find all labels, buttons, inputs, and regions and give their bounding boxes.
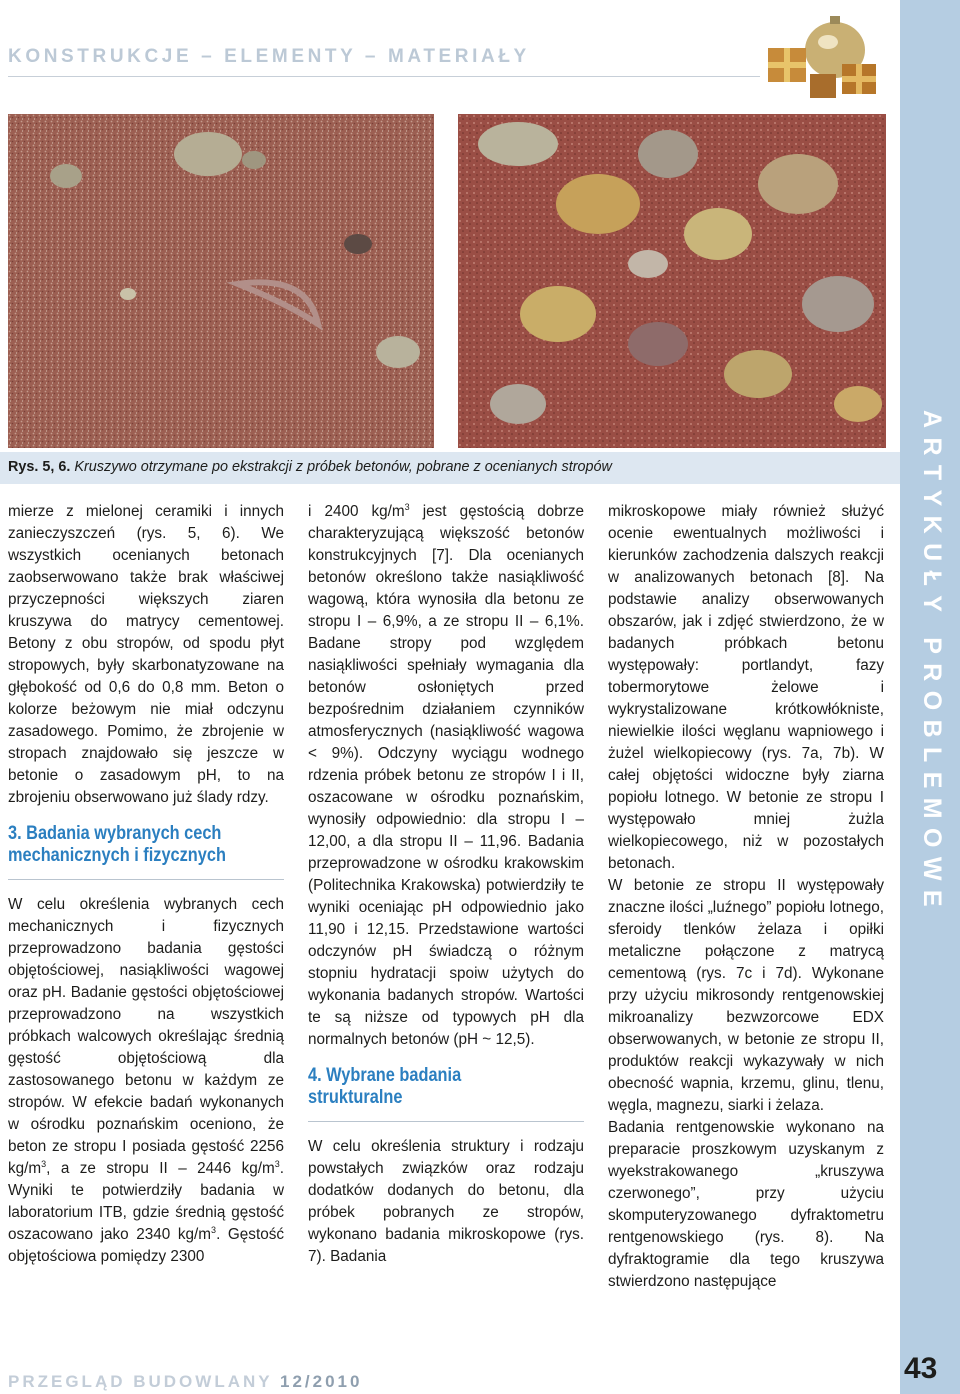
paragraph: W betonie ze stropu II występowały znaczne ilości „luźnego” popiołu lotnego, sferoidy tlenków żelaza i opiłki metaliczne połączone z matrycą cementową (rys. 7c i 7d). Wykonane przy użyciu mikrosondy rentgenowskiej mikroanalizy bezwzorcowe EDX obserwowanych, w betonie ze stropu II, produktów reakcji wykazywały w nich obecność wapnia, krzemu, glinu, tlenu, węgla, magnezu, siarki i żelaza.: [608, 877, 884, 1114]
paragraph: Badania rentgenowskie wykonano na preparacie proszkowym uzyskanym z wyekstrakowanego „kruszywa czerwonego”, przy użyciu skomputeryzowanego dyfraktometru rentgenowskiego (rys. 8). Na dyfraktogramie dla tego kruszywa stwierdzono następujące: [608, 1119, 884, 1290]
photo-aggregate-fig5: [8, 114, 434, 448]
heading-rule: [8, 879, 284, 880]
section-heading-4: 4. Wybrane badania strukturalne: [308, 1065, 462, 1108]
issue-number: 12/2010: [280, 1372, 363, 1391]
paragraph: mikroskopowe miały również służyć ocenie ewentualnych możliwości i kierunków zachodzenia dalszych reakcji w analizowanych betonach [8]. Na podstawie analizy obserwowanych obszarów, jak i zdjęć stwierdzono, że w badanych próbkach betonu występowały: portlandyt, fazy tobermorytowe żelowe i wykrystalizowane krótkowłókniste, niewielkie ilości węglanu wapniowego i żużel wielkopiecowy (rys. 7a, 7b). W całej objętości widoczne były ziarna popiołu lotnego. W betonie ze stropu I występowało mniej żużla wielkopiecowego, niż w pozostałych betonach.: [608, 503, 884, 872]
section-heading-3: 3. Badania wybranych cech mechanicznych i fizycznych: [8, 823, 226, 866]
figure-caption: [8, 459, 612, 475]
figure-label: Rys. 5, 6.: [8, 459, 71, 475]
paragraph: i 2400 $kg/m^3$ jest gęstością dobrze charakteryzującą większość betonów konstrukcyjnych [7]. Dla ocenianych betonów określono także nasiąkliwość wagową, która wynosiła dla betonu ze stropu I – 6,9%, a ze stropu II – 6,1%. Badane stropy pod względem nasiąkliwości spełniały wymagania dla betonów osłoniętych przed bezpośrednim działaniem czynników atmosferycznych (nasiąkliwość wagowa < 9%). Odczyny wyciągu wodnego rdzenia próbek betonu ze stropów I i II, oszacowane w ośrodku poznańskim, wynosiły odpowiednio: dla stropu I – 12,00, a dla stropu II – 11,96. Badania przeprowadzone w ośrodku krakowskim (Politechnika Krakowska) potwierdziły te wyniki oceniając pH odpowiednio jako 11,90 i 12,15. Przedstawione wartości odczynów pH świadczą o różnym stopniu hydratacji spoiw użytych do wykonania badanych stropów. Wartości te są niższe od typowych pH dla normalnych betonów (pH ~ 12,5).: [308, 502, 585, 1048]
sidebar-label: ARTYKUŁY PROBLEMOWE: [918, 410, 946, 916]
text-column-1: [8, 501, 284, 1268]
text-column-2: [308, 501, 584, 1268]
section-title: KONSTRUKCJE – ELEMENTY – MATERIAŁY: [8, 46, 530, 67]
page-number: 43: [904, 1352, 938, 1385]
text-column-3: [608, 501, 884, 1293]
header-rule: [8, 76, 760, 77]
heading-rule: [308, 1121, 584, 1122]
journal-footer: PRZEGLĄD BUDOWLANY 12/2010: [8, 1372, 363, 1391]
photo-aggregate-fig6: [458, 114, 886, 448]
christmas-ornament-icon: [760, 8, 890, 104]
paragraph: W celu określenia struktury i rodzaju powstałych związków oraz rodzaju dodatków dodanych do betonu, dla próbek pobranych ze stropów, wykonano badania mikroskopowe (rys. 7). Badania: [308, 1138, 584, 1265]
paragraph: mierze z mielonej ceramiki i innych zanieczyszczeń (rys. 5, 6). We wszystkich ocenianych betonach zaobserwowano także brak właściwej przyczepności większych ziaren kruszywa do matrycy cementowej. Betony z obu stropów, od spodu płyt stropowych, były skarbonatyzowane na głębokość od 0,6 do 0,8 mm. Beton o kolorze beżowym nie miał odczynu zasadowego. Pomimo, że zbrojenie w stropach znajdowało się jeszcze w betonie o zasadowym pH, to na zbrojeniu obserwowano już ślady rdzy.: [8, 503, 284, 806]
figure-caption-text: Kruszywo otrzymane po ekstrakcji z próbek betonów, pobrane z ocenianych stropów: [70, 459, 612, 475]
paragraph: W celu określenia wybranych cech mechanicznych i fizycznych przeprowadzono badania gęstości objętościowej, nasiąkliwości wagowej oraz pH. Badanie gęstości objętościowej przeprowadzono na wszystkich próbkach walcowych określając średnią gęstość objętościową dla zastosowanego betonu w każdym ze stropów. W efekcie badań wykonanych w ośrodku poznańskim oceniono, że beton ze stropu I posiada gęstość 2256 $kg/m^3$, a ze stropu II – 2446 $kg/m^3$. Wyniki te potwierdziły badania w laboratorium ITB, gdzie średnią gęstość oszacowano jako 2340 $kg/m^3$. Gęstość objętościowa pomiędzy 2300: [8, 896, 285, 1265]
